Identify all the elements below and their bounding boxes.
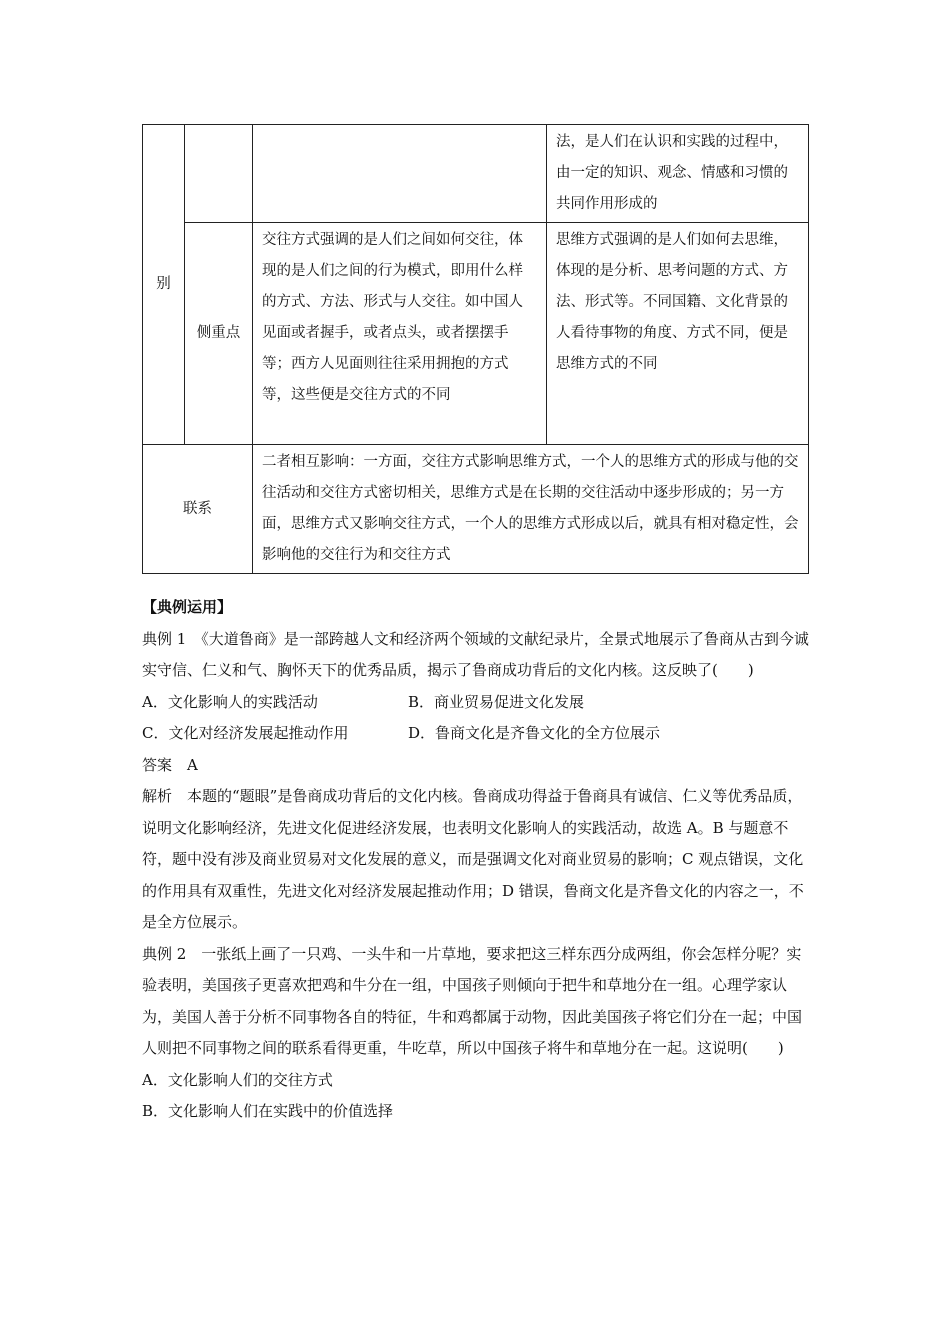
link-cell: 二者相互影响：一方面，交往方式影响思维方式，一个人的思维方式的形成与他的交往活动和交往方式密切相关，思维方式是在长期的交往活动中逐步形成的；另一方面，思维方式又影响交往方式，一个人的思维方式形成以后，就具有相对稳定性，会影响他的交往行为和交往方式 [253, 445, 809, 574]
examples-section [142, 592, 810, 1128]
focus-communication-cell: 交往方式强调的是人们之间如何交往，体现的是人们之间的行为模式，即用什么样的方式、方法、形式与人交往。如中国人见面或者握手，或者点头，或者摆摆手等；西方人见面则往往采用拥抱的方式等，这些便是交往方式的不同 [253, 223, 547, 445]
table-row [143, 223, 809, 445]
example1-option-a: A．文化影响人的实践活动 [142, 692, 318, 711]
table-row [143, 445, 809, 574]
example2-option-a: A．文化影响人们的交往方式 [142, 1070, 333, 1089]
comparison-table [142, 124, 809, 574]
table-row [143, 125, 809, 223]
example1-answer: 答案 A [142, 755, 198, 774]
focus-label: 侧重点 [185, 223, 253, 445]
section-title: 【典例运用】 [142, 598, 233, 616]
example1-option-b: B．商业贸易促进文化发展 [408, 692, 585, 711]
example1-options-row1 [142, 687, 810, 719]
table-cell-empty [185, 125, 253, 223]
diff-row-label: 别 [143, 125, 185, 445]
link-label: 联系 [143, 445, 253, 574]
example2-option-b: B．文化影响人们在实践中的价值选择 [142, 1102, 394, 1120]
example1-options-row2 [142, 718, 810, 750]
table-cell-formation-cont: 法，是人们在认识和实践的过程中，由一定的知识、观念、情感和习惯的共同作用形成的 [547, 125, 809, 223]
example1-analysis: 解析 本题的“题眼”是鲁商成功背后的文化内核。鲁商成功得益于鲁商具有诚信、仁义等优秀品质，说明文化影响经济，先进文化促进经济发展，也表明文化影响人的实践活动，故选 A。B 与题意不符，题中没有涉及商业贸易对文化发展的意义，而是强调文化对商业贸易的影响；C 观点错误，文化的作用具有双重性，先进文化对经济发展起推动作用；D 错误，鲁商文化是齐鲁文化的内容之一，不是全方位展示。 [142, 787, 804, 931]
focus-thinking-cell: 思维方式强调的是人们如何去思维，体现的是分析、思考问题的方式、方法、形式等。不同国籍、文化背景的人看待事物的角度、方式不同，便是思维方式的不同 [547, 223, 809, 445]
example2-stem: 典例 2 一张纸上画了一只鸡、一头牛和一片草地，要求把这三样东西分成两组，你会怎样分呢？实验表明，美国孩子更喜欢把鸡和牛分在一组，中国孩子则倾向于把牛和草地分在一组。心理学家认为，美国人善于分析不同事物各自的特征，牛和鸡都属于动物，因此美国孩子将它们分在一起；中国人则把不同事物之间的联系看得更重，牛吃草，所以中国孩子将牛和草地分在一起。这说明( ) [142, 944, 803, 1057]
example1-option-c: C．文化对经济发展起推动作用 [142, 724, 349, 742]
example1-stem: 典例 1 《大道鲁商》是一部跨越人文和经济两个领域的文献纪录片，全景式地展示了鲁商从古到今诚实守信、仁义和气、胸怀天下的优秀品质，揭示了鲁商成功背后的文化内核。这反映了( ) [142, 629, 809, 679]
example1-option-d: D．鲁商文化是齐鲁文化的全方位展示 [408, 724, 661, 742]
table-cell-empty [253, 125, 547, 223]
